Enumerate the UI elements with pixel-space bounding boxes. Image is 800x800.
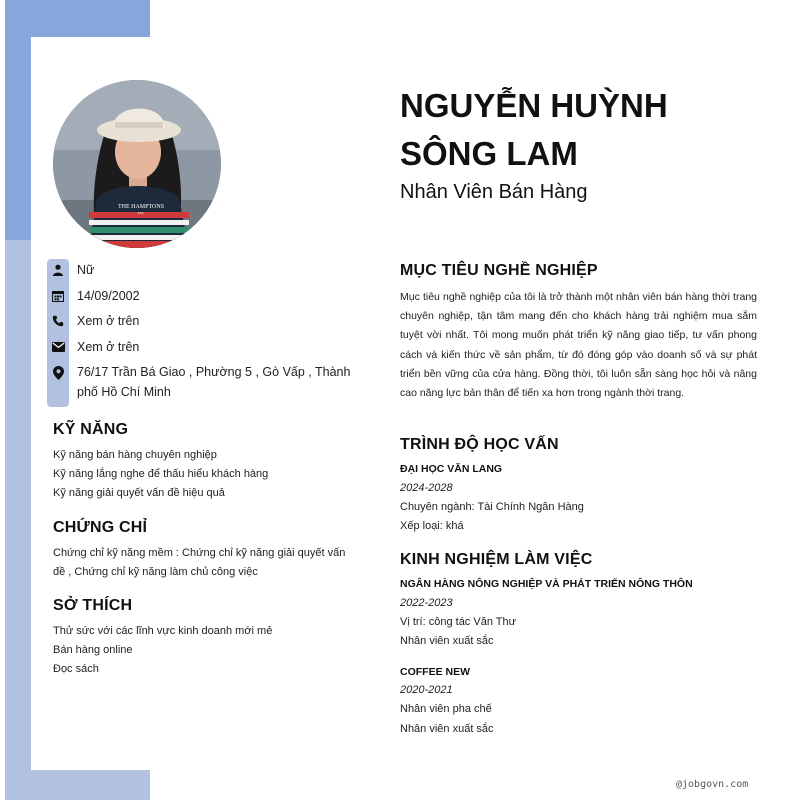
certificates-heading: CHỨNG CHỈ xyxy=(53,519,148,536)
phone-icon xyxy=(47,312,69,330)
phone-text: Xem ở trên xyxy=(77,314,140,328)
person-icon xyxy=(47,261,69,279)
contact-icon-bar xyxy=(47,259,69,407)
calendar-icon xyxy=(47,287,69,305)
skill-item: Kỹ năng bán hàng chuyên nghiệp xyxy=(53,449,217,461)
objective-text: Mục tiêu nghề nghiệp của tôi là trở thành một nhân viên bán hàng thời trang chuyên nghiệp, tận tâm mang đến cho khách hàng trải nghiệm mua sắm tuyệt vời nhất. Tôi mong muốn phát triển kỹ năng giao tiếp, tư vấn phong cách và kiến thức về sản phẩm, từ đó đóng góp vào doanh số và sự phát triển bền vững của cửa hàng. Đồng thời, tôi luôn sẵn sàng học hỏi và nâng cao năng lực bản thân để tiến xa hơn trong ngành thời trang. xyxy=(400,291,757,400)
experience-heading: KINH NGHIỆM LÀM VIỆC xyxy=(400,551,593,568)
hobby-item: Bán hàng online xyxy=(53,644,133,656)
shirt-text: THE HAMPTONS xyxy=(117,204,165,210)
birthday-text: 14/09/2002 xyxy=(77,289,140,303)
job-detail: Nhân viên xuất sắc xyxy=(400,723,494,735)
education-heading: TRÌNH ĐỘ HỌC VẤN xyxy=(400,436,559,453)
job-company: COFFEE NEW xyxy=(400,666,470,678)
watermark: @jobgovn.com xyxy=(676,779,749,790)
education-period: 2024-2028 xyxy=(400,482,453,494)
job-detail: Nhân viên pha chế xyxy=(400,703,492,715)
skill-item: Kỹ năng lắng nghe để thấu hiểu khách hàng xyxy=(53,468,269,480)
job-detail: Nhân viên xuất sắc xyxy=(400,635,494,647)
education-school: ĐẠI HỌC VĂN LANG xyxy=(400,463,503,475)
gender-text: Nữ xyxy=(77,263,95,277)
education-major: Chuyên ngành: Tài Chính Ngân Hàng xyxy=(400,501,584,513)
candidate-job-title: Nhân Viên Bán Hàng xyxy=(400,181,588,203)
certificates-text: Chứng chỉ kỹ năng mềm : Chứng chỉ kỹ năng giải quyết vấn đề , Chứng chỉ kỹ năng làm chủ công việc xyxy=(53,547,346,578)
skills-heading: KỸ NĂNG xyxy=(53,421,129,438)
hobbies-heading: SỞ THÍCH xyxy=(53,597,133,614)
candidate-name: NGUYỄN HUỲNH SÔNG LAM xyxy=(400,87,668,172)
hobby-item: Thử sức với các lĩnh vực kinh doanh mới mẻ xyxy=(53,625,273,637)
job-period: 2022-2023 xyxy=(400,597,453,609)
email-text: Xem ở trên xyxy=(77,340,140,354)
skill-item: Kỹ năng giải quyết vấn đề hiệu quả xyxy=(53,487,225,499)
objective-heading: MỤC TIÊU NGHỀ NGHIỆP xyxy=(400,262,598,279)
mail-icon xyxy=(47,338,69,356)
hobby-item: Đọc sách xyxy=(53,663,99,675)
education-grade: Xếp loại: khá xyxy=(400,520,464,532)
profile-photo xyxy=(53,80,221,248)
address-text: 76/17 Trần Bá Giao , Phường 5 , Gò Vấp , Thành phố Hồ Chí Minh xyxy=(77,365,351,399)
job-period: 2020-2021 xyxy=(400,684,453,696)
location-pin-icon xyxy=(47,364,69,382)
job-company: NGÂN HÀNG NÔNG NGHIỆP VÀ PHÁT TRIỂN NÔNG THÔN xyxy=(400,578,693,590)
shirt-subtext: EST. xyxy=(137,211,145,215)
job-detail: Vị trí: công tác Văn Thư xyxy=(400,616,516,628)
